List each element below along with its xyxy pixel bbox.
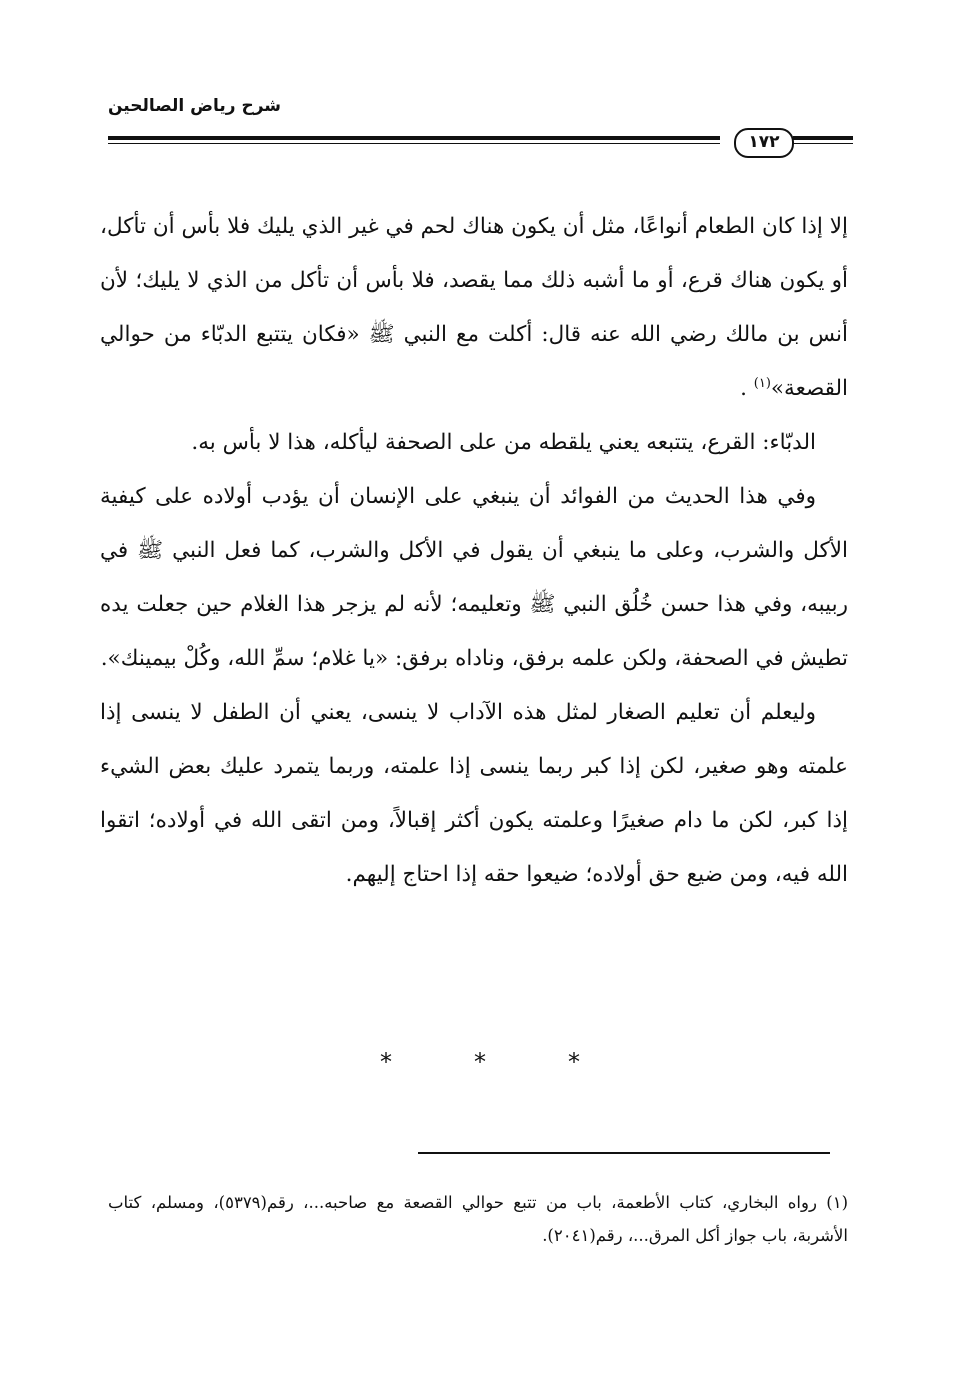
footnote-1-marker: (١) bbox=[826, 1193, 848, 1212]
footnote-divider bbox=[418, 1152, 830, 1154]
footnote-1 bbox=[108, 1186, 848, 1252]
section-separator bbox=[380, 1048, 580, 1076]
asterisk-3: * bbox=[568, 1048, 580, 1076]
asterisk-1: * bbox=[380, 1048, 392, 1076]
footnote-1-text: رواه البخاري، كتاب الأطعمة، باب من تتبع حوالي القصعة مع صاحبه...، رقم(٥٣٧٩)، ومسلم، كتاب الأشربة، باب جواز أكل المرق...، رقم(٢٠٤١). bbox=[108, 1193, 848, 1245]
body-text bbox=[100, 200, 848, 902]
paragraph-2: الدبّاء: القرع، يتتبعه يعني يلقطه من على الصحفة ليأكله، هذا لا بأس به. bbox=[191, 430, 816, 455]
paragraph-1-text: إلا إذا كان الطعام أنواعًا، مثل أن يكون هناك لحم في غير الذي يليك فلا بأس أن تأكل، أو يكون هناك قرع، أو ما أشبه ذلك مما يقصد، فلا بأس أن تأكل من الذي لا يليك؛ لأن أنس بن مالك رضي الله عنه قال: أكلت مع النبي ﷺ «فكان يتتبع الدبّاء من حوالي القصعة» bbox=[100, 214, 848, 401]
paragraph-1 bbox=[100, 200, 848, 416]
footnotes bbox=[108, 1186, 848, 1252]
running-title: شرح رياض الصالحين bbox=[108, 96, 282, 116]
paragraph-4: وليعلم أن تعليم الصغار لمثل هذه الآداب لا ينسى، يعني أن الطفل لا ينسى إذا علمته وهو صغير، لكن إذا كبر ربما ينسى إذا علمته، وربما يتمرد عليك بعض الشيء إذا كبر، لكن ما دام صغيرًا وعلمته يكون أكثر إقبالاً، ومن اتقى الله في أولاده؛ اتقوا الله فيه، ومن ضيع حق أولاده؛ ضيعوا حقه إذا احتاج إليهم. bbox=[100, 700, 848, 887]
asterisk-2: * bbox=[474, 1048, 486, 1076]
header-rule-right bbox=[793, 136, 853, 144]
footnote-reference: (١) bbox=[753, 375, 771, 391]
page-number: ١٧٢ bbox=[734, 128, 794, 158]
paragraph-3: وفي هذا الحديث من الفوائد أن ينبغي على الإنسان أن يؤدب أولاده على كيفية الأكل والشرب، وعلى ما ينبغي أن يقول في الأكل والشرب، كما فعل النبي ﷺ في ربيبه، وفي هذا حسن خُلُق النبي ﷺ وتعليمه؛ لأنه لم يزجر هذا الغلام حين جعلت يده تطيش في الصحفة، ولكن علمه برفق، وناداه برفق: «يا غلام؛ سمِّ الله، وكُلْ بيمينك». bbox=[100, 484, 848, 671]
header-rule-left bbox=[108, 136, 720, 144]
paragraph-1-end: . bbox=[740, 376, 747, 401]
header-rule bbox=[108, 128, 853, 152]
